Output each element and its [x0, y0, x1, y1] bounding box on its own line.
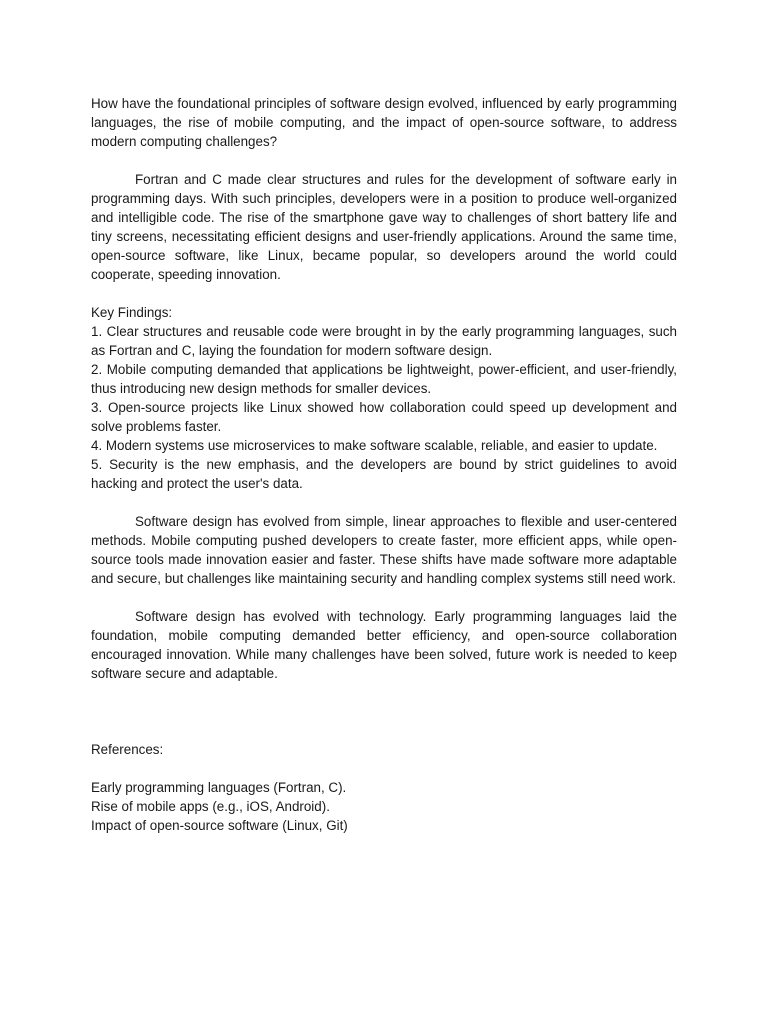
reference-item: Rise of mobile apps (e.g., iOS, Android).: [91, 799, 330, 814]
spacer: [91, 588, 677, 607]
key-findings-heading: Key Findings:: [91, 305, 173, 320]
reference-item: Impact of open-source software (Linux, Git): [91, 818, 348, 833]
key-finding-item: 4. Modern systems use microservices to make software scalable, reliable, and easier to update.: [91, 438, 658, 453]
reference-item: Early programming languages (Fortran, C).: [91, 780, 347, 795]
spacer: [91, 759, 677, 778]
intro-paragraph: Fortran and C made clear structures and rules for the development of software early in programming days. With such principles, developers were in a position to produce well-organized and intelligible code. The rise of the smartphone gave way to challenges of short battery life and tiny screens, necessitating efficient designs and user-friendly applications. Around the same time, open-source software, like Linux, became popular, so developers around the world could cooperate, speeding innovation.: [91, 172, 677, 282]
conclusion-paragraph: Software design has evolved with technology. Early programming languages laid the foundation, mobile computing demanded better efficiency, and open-source collaboration encouraged innovation. While many challenges have been solved, future work is needed to keep software secure and adaptable.: [91, 609, 677, 681]
key-finding-item: 3. Open-source projects like Linux showed how collaboration could speed up development and solve problems faster.: [91, 400, 677, 434]
spacer: [91, 493, 677, 512]
references-heading: References:: [91, 742, 164, 757]
key-finding-item: 2. Mobile computing demanded that applications be lightweight, power-efficient, and user-friendly, thus introducing new design methods for smaller devices.: [91, 362, 677, 396]
document-body: [91, 94, 677, 835]
spacer: [91, 151, 677, 170]
spacer: [91, 284, 677, 303]
key-finding-item: 1. Clear structures and reusable code were brought in by the early programming languages, such as Fortran and C, laying the foundation for modern software design.: [91, 324, 677, 358]
spacer: [91, 683, 677, 740]
key-finding-item: 5. Security is the new emphasis, and the developers are bound by strict guidelines to avoid hacking and protect the user's data.: [91, 457, 677, 491]
research-question: How have the foundational principles of software design evolved, influenced by early programming languages, the rise of mobile computing, and the impact of open-source software, to address modern computing challenges?: [91, 96, 677, 149]
analysis-paragraph: Software design has evolved from simple, linear approaches to flexible and user-centered methods. Mobile computing pushed developers to create faster, more efficient apps, while open-source tools made innovation easier and faster. These shifts have made software more adaptable and secure, but challenges like maintaining security and handling complex systems still need work.: [91, 514, 677, 586]
